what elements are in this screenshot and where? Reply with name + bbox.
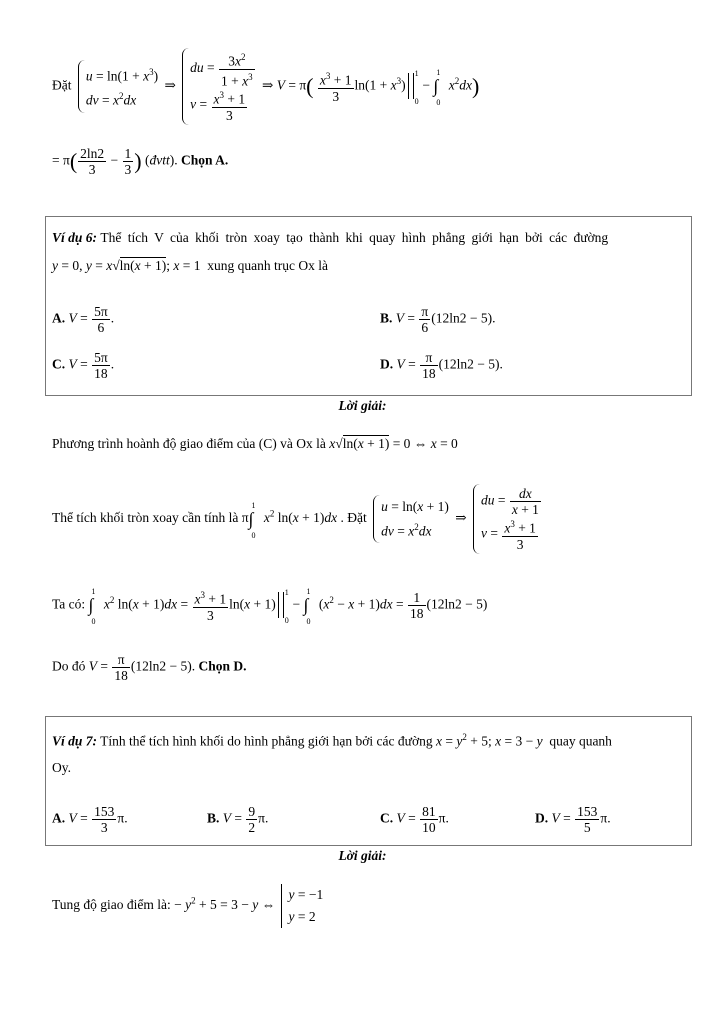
example-7-title: Ví dụ 7: xyxy=(52,733,98,749)
example-6-option-c[interactable]: C. V = $\frac{5\pi}{18}$ . xyxy=(52,350,115,381)
example-7-option-a[interactable]: A. V = $\frac{153}{3}$ π. xyxy=(52,804,128,835)
option-b-denominator: 2 xyxy=(248,820,256,835)
substitution-system-6: u = ln(x + 1) dv = $x^2dx$ xyxy=(373,495,449,544)
solution-6-line1: Phương trình hoành độ giao điểm của (C) và Ox là x√ln(x + 1) = 0 ⇔ x = 0 xyxy=(52,436,458,451)
substitution-system: $u = \ln(1 + x^3)$ dv = $x^2dx$ xyxy=(78,60,158,113)
solution-heading-6: Lời giải: xyxy=(338,398,387,413)
option-a-label: A. xyxy=(52,310,66,326)
solution-6-line4: Do đó V = $\frac{\pi}{18}$ (12ln2 − 5). Chọn D. xyxy=(52,652,247,683)
solution-6-line2: Thể tích khối tròn xoay cần tính là π 1 ∫ 0 $x^2$ ln(x + 1)dx . Đặt u = ln(x + 1) dv = $x^2dx$ ⇒ du = $\frac{dx}{x + 1}$ v = $\frac{x^3 + 1}{3}$ xyxy=(52,484,545,554)
example-7-option-c[interactable]: C. V = $\frac{81}{10}$ π. xyxy=(380,804,449,835)
solution-7-text1: Tung độ giao điểm là: xyxy=(52,897,171,913)
dat-text: Đặt xyxy=(52,77,72,93)
solution-6-text4: Do đó xyxy=(52,658,86,674)
option-c-numerator: 81 xyxy=(422,804,436,819)
example-7-option-b[interactable]: B. V = $\frac{9}{2}$ π. xyxy=(207,804,269,835)
example-7-text1: Tính thể tích hình khối do hình phẳng giới hạn bởi các đường xyxy=(100,733,433,749)
option-d-label: D. xyxy=(535,810,549,826)
example-6-option-b[interactable]: B. V = $\frac{\pi}{6}$ (12ln2 − 5). xyxy=(380,304,496,335)
option-d-denominator: 5 xyxy=(583,820,591,835)
solution-6-text2: Thể tích khối tròn xoay cần tính là xyxy=(52,509,239,525)
chon-a-text: Chọn A. xyxy=(180,152,229,168)
solution-heading-7: Lời giải: xyxy=(338,848,387,863)
solution-6-line3: Ta có: 1 ∫ 0 $x^2$ ln(x + 1)dx = $\frac{x^3 + 1}{3}$ ln(x + 1) 1 0 − 1 ∫ 0 $(x^2 - x + 1)dx$ = $\frac{1}{18}$ (12ln2 − 5) xyxy=(52,587,488,627)
option-a-numerator: 153 xyxy=(94,804,115,819)
option-a-label: A. xyxy=(52,810,66,826)
solution-6-text3: Ta có: xyxy=(52,596,86,612)
solution-7-line1: Tung độ giao điểm là: − $y^2 + 5 = 3 - y$ ⇔ y = −1 y = 2 xyxy=(52,884,323,928)
option-c-denominator: 10 xyxy=(422,820,436,835)
solution-6-text2b: . Đặt xyxy=(340,509,367,525)
example-6-text1: Thể tích V của khối tròn xoay tạo thành khi quay hình phẳng giới hạn bởi các đường xyxy=(100,230,609,245)
example-6-option-a[interactable]: A. V = $\frac{5\pi}{6}$ . xyxy=(52,304,115,335)
option-c-label: C. xyxy=(52,356,66,372)
example-7-text2: Oy. xyxy=(52,760,71,775)
example-6-question-line2: y = 0, y = x√ln(x + 1); x = 1 xung quanh trục Ox là xyxy=(52,258,329,273)
option-b-label: B. xyxy=(207,810,220,826)
solution-7-roots: y = −1 y = 2 xyxy=(281,884,323,928)
option-a-denominator: 3 xyxy=(100,820,108,835)
option-d-label: D. xyxy=(380,356,394,372)
example-6-title: Ví dụ 6: xyxy=(52,230,98,245)
example-6-option-d[interactable]: D. V = $\frac{\pi}{18}$ (12ln2 − 5). xyxy=(380,350,503,381)
option-d-numerator: 153 xyxy=(577,804,598,819)
example-7-question-line2 xyxy=(52,760,71,776)
solution-6-text1: Phương trình hoành độ giao điểm của (C) và Ox là xyxy=(52,436,326,451)
option-c-label: C. xyxy=(380,810,394,826)
example-6-question-line1 xyxy=(52,230,608,246)
derivative-system-6: du = $\frac{dx}{x + 1}$ v = $\frac{x^3 + 1}{3}$ xyxy=(473,484,542,554)
option-b-label: B. xyxy=(380,310,393,326)
example-7-text1b: quay quanh xyxy=(549,733,612,749)
derivative-system: du = $\frac{3x^2}{1 + x^3}$ v = $\frac{x^3 + 1}{3}$ xyxy=(182,48,256,125)
option-b-numerator: 9 xyxy=(248,804,256,819)
example-7-question-line1: Ví dụ 7: Tính thể tích hình khối do hình phẳng giới hạn bởi các đường $x = y^2 + 5$; x = 3 − y quay quanh xyxy=(52,732,612,749)
top-substitution-line: Đặt $u = \ln(1 + x^3)$ dv = $x^2dx$ ⇒ du = $\frac{3x^2}{1 + x^3}$ v = $\frac{x^3 + 1}{3}$ ⇒ V = π( $\frac{x^3 + 1}{3}$ $\ln(1 + x^3)$ 1 0 − 1 ∫ 0 $x^2dx$) xyxy=(52,48,479,125)
chon-d-text: Chọn D. xyxy=(198,658,247,674)
top-result-line: = π( $\frac{2\ln 2}{3}$ − $\frac{1}{3}$ ) (đvtt). Chọn A. xyxy=(52,146,229,177)
example-6-text2: xung quanh trục Ox là xyxy=(207,258,329,273)
example-7-option-d[interactable]: D. V = $\frac{153}{5}$ π. xyxy=(535,804,611,835)
